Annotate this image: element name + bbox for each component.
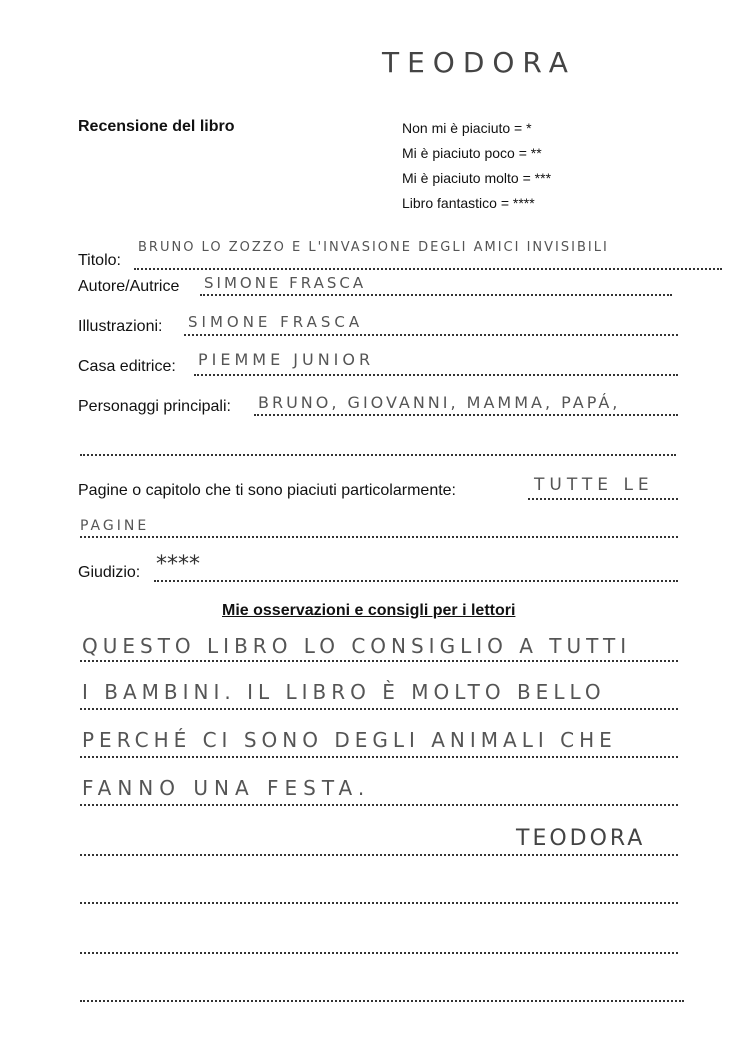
illustrations-label: Illustrazioni:	[78, 318, 163, 335]
favorite-pages-line	[528, 498, 678, 500]
favorite-pages-value-1: TUTTE LE	[534, 475, 654, 495]
author-value: SIMONE FRASCA	[204, 274, 367, 292]
rating-value: ****	[156, 552, 200, 577]
author-label: Autore/Autrice	[78, 278, 180, 295]
publisher-line	[194, 374, 678, 376]
observation-rule	[80, 756, 678, 758]
title-line	[134, 268, 722, 270]
page-title: Recensione del libro	[78, 118, 235, 135]
observation-rule	[80, 708, 678, 710]
author-line	[200, 294, 672, 296]
rating-line	[154, 580, 678, 582]
observation-rule	[80, 1000, 684, 1002]
observation-line: I BAMBINI. IL LIBRO È MOLTO BELLO	[82, 680, 606, 704]
illustrations-value: SIMONE FRASCA	[188, 313, 364, 331]
legend-item: Libro fantastico = ****	[402, 195, 535, 211]
observations-heading: Mie osservazioni e consigli per i lettori	[222, 602, 516, 619]
favorite-pages-line-2	[80, 536, 678, 538]
observation-rule	[80, 660, 678, 662]
legend-item: Mi è piaciuto poco = **	[402, 145, 542, 161]
observation-line: PERCHÉ CI SONO DEGLI ANIMALI CHE	[82, 728, 617, 752]
favorite-pages-label: Pagine o capitolo che ti sono piaciuti particolarmente:	[78, 482, 456, 499]
student-name: TEODORA	[382, 46, 576, 79]
characters-value: BRUNO, GIOVANNI, MAMMA, PAPÁ,	[258, 393, 621, 412]
observation-line: FANNO UNA FESTA.	[82, 776, 371, 800]
rating-label: Giudizio:	[78, 564, 141, 581]
observation-rule	[80, 952, 678, 954]
publisher-value: PIEMME JUNIOR	[198, 350, 375, 369]
observation-rule	[80, 804, 678, 806]
observation-rule	[80, 854, 678, 856]
favorite-pages-value-2: PAGINE	[80, 518, 150, 534]
observation-line: QUESTO LIBRO LO CONSIGLIO A TUTTI	[82, 634, 632, 658]
legend-item: Mi è piaciuto molto = ***	[402, 170, 552, 186]
illustrations-line	[184, 334, 678, 336]
characters-line-2	[80, 454, 676, 456]
legend-item: Non mi è piaciuto = *	[402, 120, 532, 136]
characters-label: Personaggi principali:	[78, 398, 231, 415]
characters-line	[254, 414, 678, 416]
signature: TEODORA	[516, 826, 646, 851]
publisher-label: Casa editrice:	[78, 358, 176, 375]
title-value: BRUNO LO ZOZZO E L'INVASIONE DEGLI AMICI INVISIBILI	[138, 240, 609, 255]
title-label: Titolo:	[78, 252, 121, 269]
observation-rule	[80, 902, 678, 904]
